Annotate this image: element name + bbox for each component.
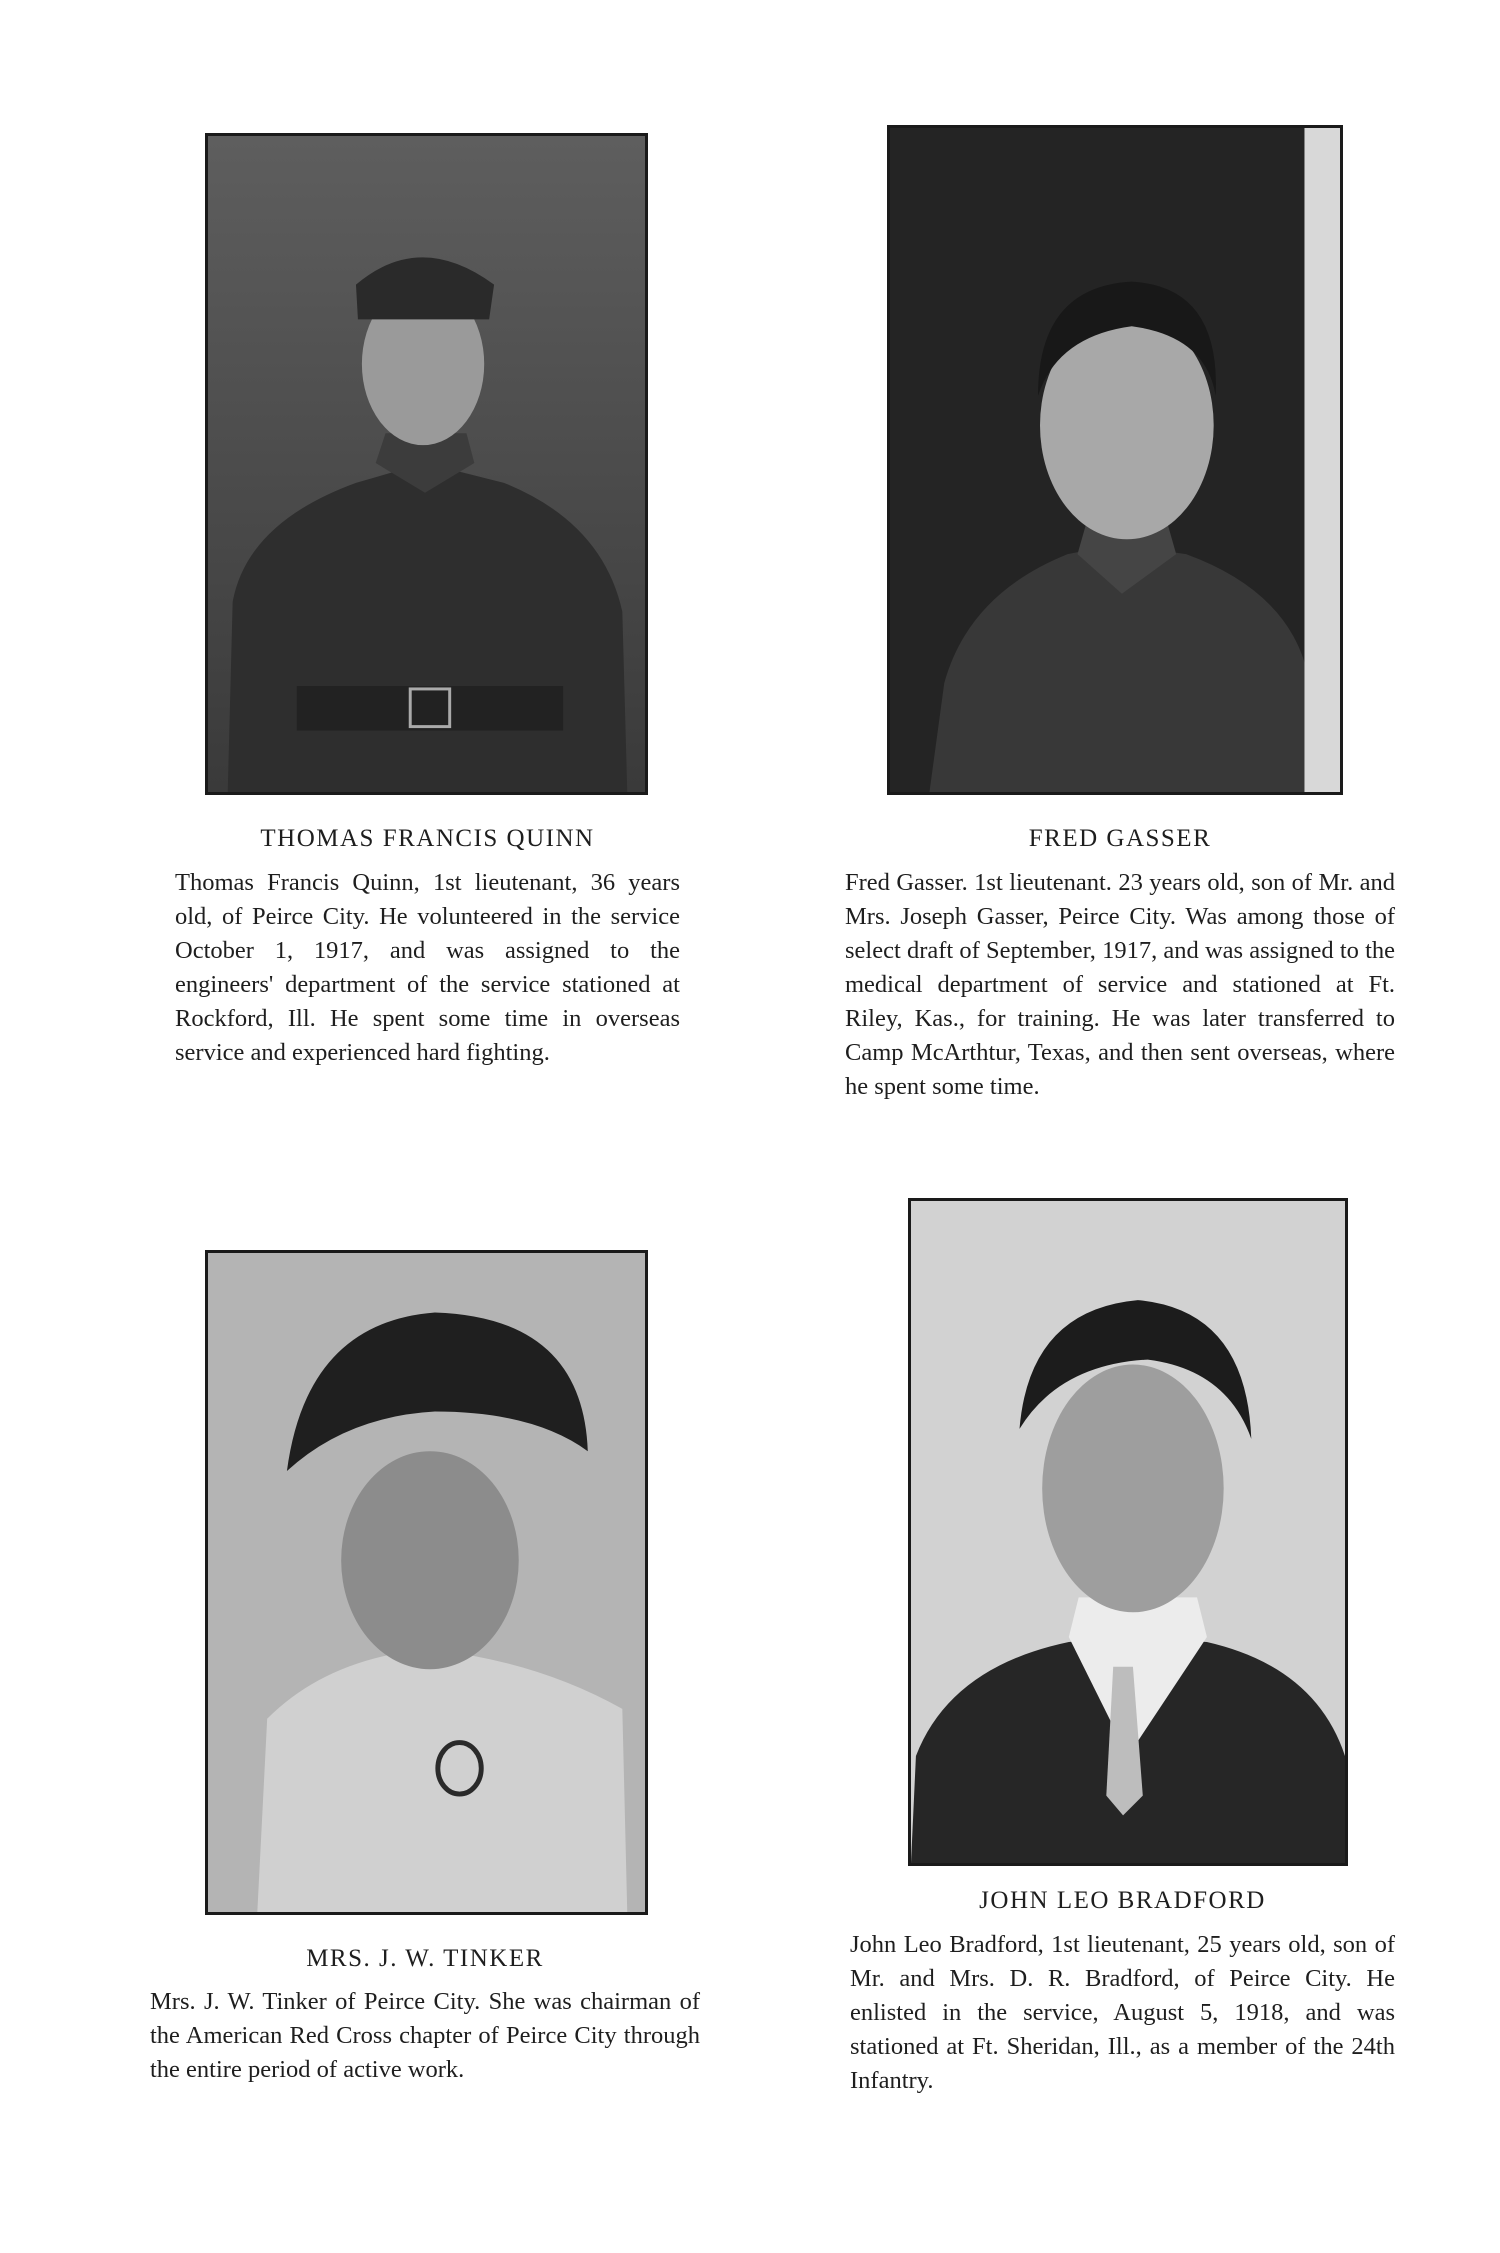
portrait-photo-thomas-francis-quinn [205, 133, 648, 795]
bio-fred-gasser: Fred Gasser. 1st lieutenant. 23 years old, son of Mr. and Mrs. Joseph Gasser, Peirce City. Was among those of select draft of September, 1917, and was assigned to the medical department of service and stationed at Ft. Riley, Kas., for training. He was later transferred to Camp McArthtur, Texas, and then sent overseas, where he spent some time. [845, 869, 1395, 1100]
bio-mrs-j-w-tinker: Mrs. J. W. Tinker of Peirce City. She was chairman of the American Red Cross chapter of Peirce City through the entire period of active work. [150, 1988, 700, 2083]
portrait-photo-john-leo-bradford [908, 1198, 1348, 1866]
caption-john-leo-bradford: JOHN LEO BRADFORD [979, 1887, 1266, 1914]
caption-fred-gasser: FRED GASSER [1028, 825, 1212, 852]
portrait-photo-fred-gasser [887, 125, 1343, 795]
bio-john-leo-bradford: John Leo Bradford, 1st lieutenant, 25 years old, son of Mr. and Mrs. D. R. Bradford, of Peirce City. He enlisted in the service, August 5, 1918, and was stationed at Ft. Sheridan, Ill., as a member of the 24th Infantry. [850, 1931, 1395, 2094]
caption-mrs-j-w-tinker: MRS. J. W. TINKER [306, 1945, 544, 1972]
bio-thomas-francis-quinn: Thomas Francis Quinn, 1st lieutenant, 36 years old, of Peirce City. He volunteered in the service October 1, 1917, and was assigned to the engineers' department of the service stationed at Rockford, Ill. He spent some time in overseas service and experienced hard fighting. [175, 869, 680, 1066]
caption-thomas-francis-quinn: THOMAS FRANCIS QUINN [260, 825, 595, 852]
portrait-photo-mrs-j-w-tinker [205, 1250, 648, 1915]
